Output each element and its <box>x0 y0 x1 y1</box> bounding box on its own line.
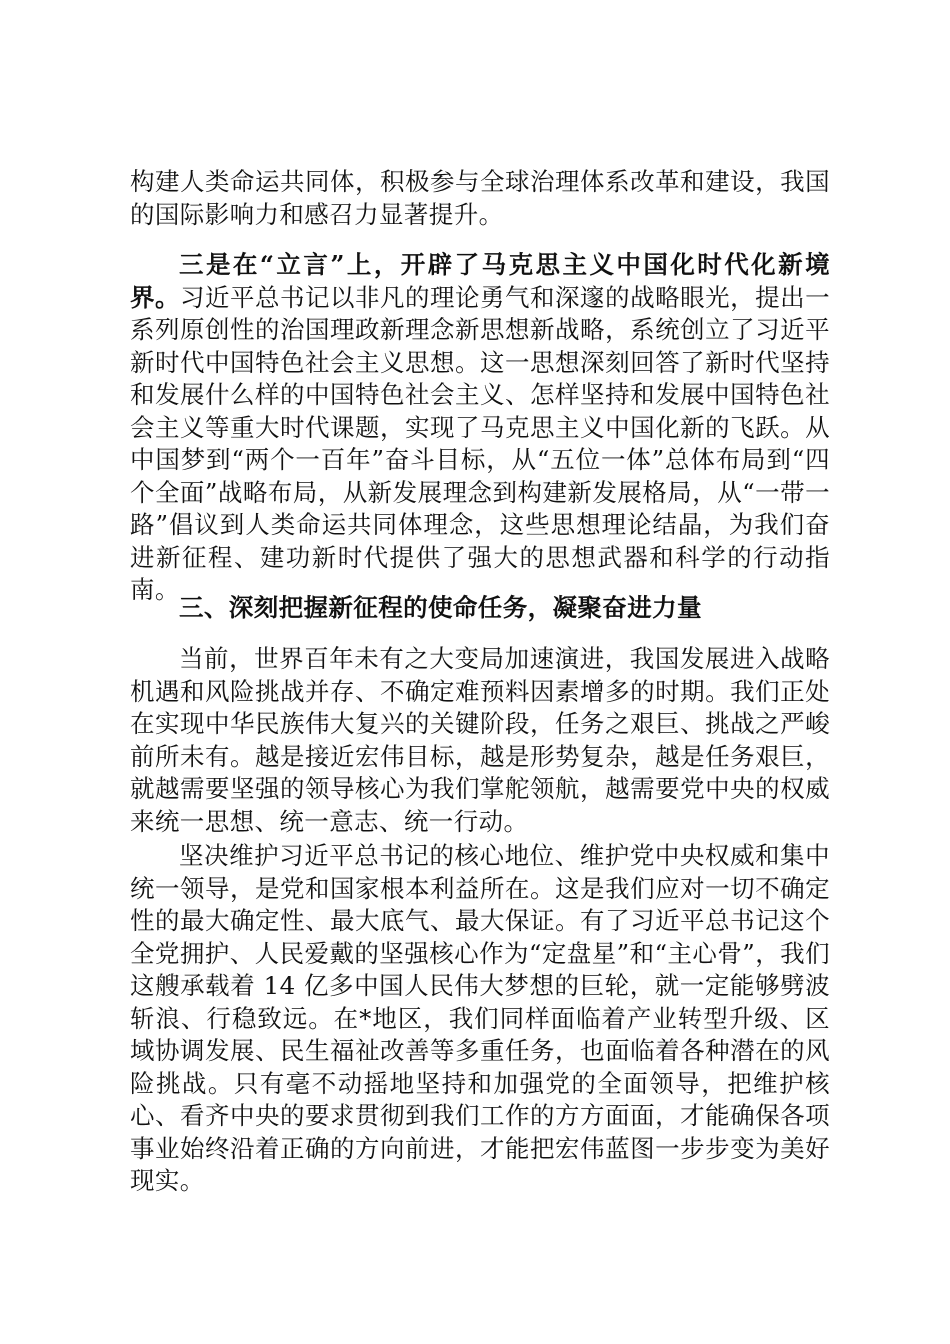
resolute-maintain-paragraph <box>130 840 830 1198</box>
paragraph-lead-bold: 三是在“立言”上，开辟了马克思主义中国化时代化新境界。 <box>130 250 830 312</box>
paragraph-text: 坚决维护习近平总书记的核心地位、维护党中央权威和集中统一领导，是党和国家根本利益所在。这是我们应对一切不确定性的最大确定性、最大底气、最大保证。有了习近平总书记这个全党拥护、人民爱戴的坚强核心作为“定盘星”和“主心骨”，我们这艘承载着 14 亿多中国人民伟大梦想的巨轮，就一定能够劈波斩浪、行稳致远。在*地区，我们同样面临着产业转型升级、区域协调发展、民生福祉改善等多重任务，也面临着各种潜在的风险挑战。只有毫不动摇地坚持和加强党的全面领导，把维护核心、看齐中央的要求贯彻到我们工作的方方面面，才能确保各项事业始终沿着正确的方向前进，才能把宏伟蓝图一步步变为美好现实。 <box>130 841 830 1195</box>
current-situation-paragraph <box>130 643 830 838</box>
section-heading: 三、深刻把握新征程的使命任务，凝聚奋进力量 <box>179 593 702 622</box>
continuation-paragraph <box>130 166 830 231</box>
paragraph-text: 构建人类命运共同体，积极参与全球治理体系改革和建设，我国的国际影响力和感召力显著提升。 <box>130 167 830 229</box>
paragraph-body: 习近平总书记以非凡的理论勇气和深邃的战略眼光，提出一系列原创性的治国理政新理念新思想新战略，系统创立了习近平新时代中国特色社会主义思想。这一思想深刻回答了新时代坚持和发展什么样的中国特色社会主义、怎样坚持和发展中国特色社会主义等重大时代课题，实现了马克思主义中国化新的飞跃。从中国梦到“两个一百年”奋斗目标，从“五位一体”总体布局到“四个全面”战略布局，从新发展理念到构建新发展格局，从“一带一路”倡议到人类命运共同体理念，这些思想理论结晶，为我们奋进新征程、建功新时代提供了强大的思想武器和科学的行动指南。 <box>130 282 830 604</box>
paragraph-text <box>130 249 830 607</box>
third-point-paragraph <box>130 249 830 607</box>
paragraph-text: 当前，世界百年未有之大变局加速演进，我国发展进入战略机遇和风险挑战并存、不确定难预料因素增多的时期。我们正处在实现中华民族伟大复兴的关键阶段，任务之艰巨、挑战之严峻前所未有。越是接近宏伟目标，越是形势复杂，越是任务艰巨，就越需要坚强的领导核心为我们掌舵领航，越需要党中央的权威来统一思想、统一意志、统一行动。 <box>130 644 830 836</box>
